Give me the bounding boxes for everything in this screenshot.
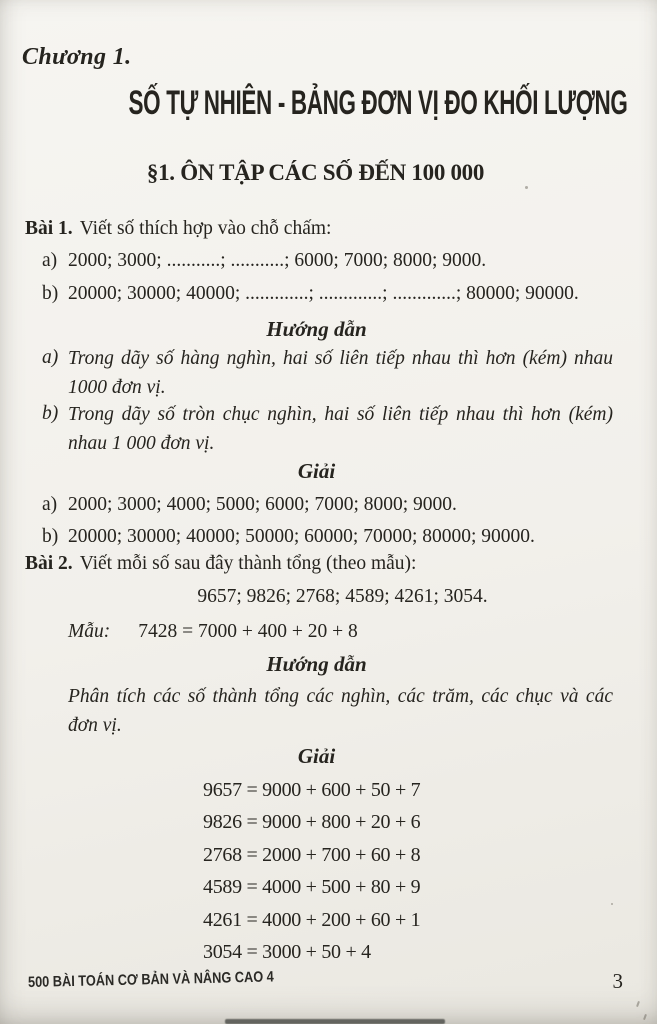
- item-marker: b): [42, 526, 59, 547]
- item-marker: a): [42, 347, 59, 368]
- item-marker: b): [42, 403, 59, 424]
- example-line: [68, 621, 358, 643]
- item-text: Trong dãy số hàng nghìn, hai số liên tiếp nhau thì hơn (kém) nhau 1000 đơn vị.: [68, 348, 613, 398]
- chapter-label: Chương 1.: [22, 44, 132, 70]
- equation-line: 2768 = 2000 + 700 + 60 + 8: [203, 843, 421, 866]
- equation-line: 9657 = 9000 + 600 + 50 + 7: [203, 779, 421, 801]
- solution1-item-a: [42, 492, 645, 517]
- chapter-title: [0, 82, 657, 125]
- exercise2-heading: [25, 551, 416, 576]
- scan-edge-artifact: [225, 1019, 445, 1024]
- guide-heading-1: Hướng dẫn: [266, 317, 367, 341]
- solution-heading-1: Giải: [297, 459, 336, 483]
- equation-line: 9826 = 9000 + 800 + 20 + 6: [203, 811, 421, 834]
- item-text: 2000; 3000; 4000; 5000; 6000; 7000; 8000; 9000.: [68, 494, 457, 515]
- exercise1-item-a: [42, 248, 645, 273]
- page-number: 3: [612, 969, 623, 993]
- exercise1-prompt: Viết số thích hợp vào chỗ chấm:: [79, 218, 332, 239]
- equation-line: 4589 = 4000 + 500 + 80 + 9: [203, 876, 421, 899]
- chapter-title-text: SỐ TỰ NHIÊN - BẢNG ĐƠN VỊ ĐO KHỐI LƯỢNG: [128, 84, 628, 122]
- footer-book-title-text: 500 BÀI TOÁN CƠ BẢN VÀ NÂNG CAO 4: [27, 968, 274, 991]
- item-marker: a): [42, 494, 58, 515]
- footer-book-title: [28, 967, 318, 991]
- item-text: 20000; 30000; 40000; 50000; 60000; 70000; 80000; 90000.: [68, 526, 535, 547]
- equation-line: 4261 = 4000 + 200 + 60 + 1: [203, 908, 421, 931]
- solution2-equations: [203, 774, 420, 968]
- exercise1-label: Bài 1.: [25, 218, 73, 239]
- example-label: Mẫu:: [68, 621, 111, 642]
- item-text: 20000; 30000; 40000; .............; .............; .............; 80000; 90000.: [68, 283, 579, 304]
- exercise2-label: Bài 2.: [25, 553, 73, 574]
- scan-speckle: [643, 1014, 647, 1020]
- scan-speckle: [611, 903, 613, 905]
- exercise2-prompt: Viết mỗi số sau đây thành tổng (theo mẫu):: [79, 553, 417, 574]
- guide1-item-b: [42, 401, 613, 458]
- guide2-text: Phân tích các số thành tổng các nghìn, các trăm, các chục và các đơn vị.: [68, 686, 613, 736]
- scan-speckle: [636, 1001, 640, 1007]
- example-equation: 7428 = 7000 + 400 + 20 + 8: [138, 621, 358, 642]
- solution1-item-b: [42, 524, 645, 549]
- guide1-item-a: [42, 345, 613, 402]
- exercise1-heading: [25, 216, 331, 241]
- scan-speckle: [525, 186, 528, 189]
- equation-line: 3054 = 3000 + 50 + 4: [203, 940, 371, 963]
- solution-heading-2: Giải: [297, 744, 336, 768]
- section-title: §1. ÔN TẬP CÁC SỐ ĐẾN 100 000: [146, 160, 485, 185]
- item-text: Trong dãy số tròn chục nghìn, hai số liên tiếp nhau thì hơn (kém) nhau 1 000 đơn vị.: [68, 404, 613, 454]
- item-text: 2000; 3000; ...........; ...........; 6000; 7000; 8000; 9000.: [68, 250, 487, 271]
- guide-heading-2: Hướng dẫn: [266, 652, 367, 676]
- exercise2-numbers: 9657; 9826; 2768; 4589; 4261; 3054.: [197, 586, 488, 607]
- item-marker: a): [42, 250, 58, 271]
- exercise1-item-b: [42, 281, 645, 306]
- item-marker: b): [42, 283, 59, 304]
